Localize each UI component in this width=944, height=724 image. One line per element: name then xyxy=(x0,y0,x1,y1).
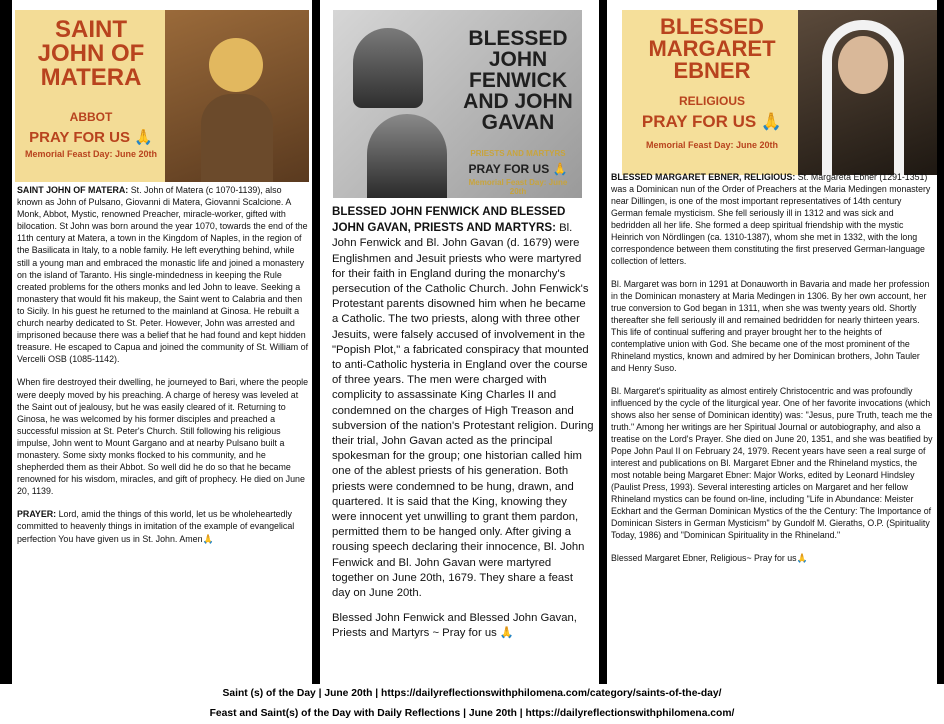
article-heading: SAINT JOHN OF MATERA: xyxy=(17,185,129,195)
column-margaret-ebner xyxy=(607,0,937,684)
banner-title: BLESSED MARGARET EBNER xyxy=(648,14,776,83)
paragraph: Bl. John Fenwick and Bl. John Gavan (d. 1679) were Englishmen and Jesuit priests who were martyred for their faith in England during the monarchy's persecution of the Catholic Church. John Fenwick's Protestant parents disowned him when he became a Catholic. The two priests, along with three other Jesuits, were falsely accused of involvement in the "Popish Plot," a fabricated conspiracy that mounted to anti-Catholic hysteria in England over the course of three years. The men were charged with complicity to assassinate King Charles II and condemned on the charges of High Treason and subversion of the nation's Protestant religion. During their trial, John Gavan acted as the principal spokesman for the group; one historian called him one of the ablest priests of his generation. Both priests were condemned to be hung, drawn, and quartered. It is said that the King, knowing they were innocent yet unwilling to grant them pardon, permitted them to be hanged only. After giving a rousing speech declaring their innocence, Bl. John Fenwick and Bl. John Gavan were martyred together on June 20th, 1679. They share a feast day on June 20th. xyxy=(332,222,594,600)
banner-pray: PRAY FOR US 🙏 xyxy=(29,129,153,146)
footer-line-site-link[interactable]: Feast and Saint(s) of the Day with Daily Reflections | June 20th | https://dailyreflectionswithphilomena.com/ xyxy=(0,704,944,724)
nun-portrait-image xyxy=(798,10,937,175)
banner-pray: PRAY FOR US 🙏 xyxy=(468,162,568,176)
paragraph: Bl. Margaret was born in 1291 at Donauworth in Bavaria and made her profession in the Dominican monastery at Maria Medingen in 1306. By her own account, her true conversion to God began in 1311, when she was twenty years old. Shortly thereafter she fell seriously ill and remained bedridden for nearly thirteen years. This life of continual suffering and prayer brought her to the heights of contemplative union with God. She became one of the most prominent of the Rhineland mystics, known and admired by her Dominican brothers, John Tauler and Henry Suso. xyxy=(611,279,930,373)
article-heading: BLESSED JOHN FENWICK AND BLESSED JOHN GAVAN, PRIESTS AND MARTYRS: xyxy=(332,205,566,235)
column-saint-john-of-matera xyxy=(12,0,312,684)
banner-fenwick-gavan xyxy=(333,10,582,198)
portrait-image xyxy=(367,114,447,198)
banner-saint-john-of-matera xyxy=(15,10,309,182)
prayer-text: Lord, amid the things of this world, let us be wholeheartedly committed to heavenly things in imitation of the example of evangelical perfection You have given us in St. John. Amen🙏 xyxy=(17,509,295,544)
banner-subtitle: ABBOT xyxy=(69,110,113,124)
banner-feast-day: Memorial Feast Day: June 20th xyxy=(24,149,158,159)
paragraph: Bl. Margaret's spirituality as almost entirely Christocentric and was profoundly influenced by the cycle of the liturgical year. One of her favorite invocations (which shows also her sense of Dominican identity) was: "Jesus, pure Truth, teach me the truth." Among her writings are her Spiritual Journal or autobiography, and also a treatise on the Lord's Prayer. She died on June 20, 1351, and she was beatified by Pope John Paul II on February 24, 1979. Recent years have seen a real surge of interest and publications on Bl. Margaret Ebner and the Rhineland mystics, the most notable being Margaret Ebner: Major Works, edited by Leonard Hindsley (Paulist Press, 1993). Several interesting articles on Margaret and her fellow Rhineland mystics can be found on-line, including "Life in Abundance: Meister Eckhart and the German Dominican Mystics of the the Century: The Importance of Dominican Sisters in German Mysticism" by Gundolf M. Gieraths, O.P. (Spirituality Today, 1986) and "Dominican Spirituality in the Rhineland." xyxy=(611,386,933,540)
banner-title: SAINT JOHN OF MATERA xyxy=(37,16,145,91)
closing-prayer: Blessed Margaret Ebner, Religious~ Pray for us🙏 xyxy=(611,553,808,563)
article-text xyxy=(332,204,594,652)
portrait-image xyxy=(353,28,423,108)
saint-icon-image xyxy=(165,10,309,182)
prayer-label: PRAYER: xyxy=(17,509,57,520)
paragraph: St. Margareta Ebner (1291-1351) was a Dominican nun of the Order of Preachers at the Maria Medingen monastery near Dillingen, is one of the most important representatives of 14th century German female mysticism. She fell seriously ill in 1312 and was sick and bedridden all her life. She formed a deep spiritual friendship with the mystic Heinrich von Nördlingen (ca. 1310-1387), whom she met in 1332, with the long correspondence between them constituting the first preserved German-language collection of letters. xyxy=(611,172,931,266)
article-text xyxy=(611,171,935,575)
paragraph: When fire destroyed their dwelling, he journeyed to Bari, where the people were deeply moved by his preaching. A charge of heresy was leveled at the Saint out of jealousy, but he was easily cleared of it. Returning to Ginosa, he was welcomed by his former disciples and preached a successful mission at St. Peter's Church. Still following his religious impulse, John went to Mount Gargano and at nearby Pulsano built a monastery. Some sixty monks flocked to his community, and he shepherded them as their Abbot. So well did he do so that he became renowned for his wisdom, miracles, and gift of prophecy. He died on June 20, 1139. xyxy=(17,377,309,497)
banner-subtitle: PRIESTS AND MARTYRS xyxy=(470,149,566,158)
column-fenwick-gavan xyxy=(320,0,599,684)
paragraph: St. John of Matera (c 1070-1139), also known as John of Pulsano, Giovanni di Matera, Giovanni Scalcione. A Monk, Abbot, Mystic, renowned Preacher, miracle-worker, gifted with bilocation. St John was born around the year 1070, towards the end of the 11th century at Matera, a town in the Kingdom of Naples, in the region of the Basilicata in Italy, to a noble family. He left everything behind, while still a young man and embraced the monastic life and joined a monastery on the island of Taranto. His single-mindedness in keeping the Rule created problems for the others monks and led John to leave. Seeking a monastery that would fit his makeup, the Saint went to Calabria and then to Sicily. In his guest he returned to the mainland at Ginosa. He rebuilt a church nearby dedicated to St. Peter. However, John was arrested and imprisoned because there was a belief that he had found and kept hidden treasure. He escaped to Capua and joined the community of St. William of Vercelli OSB (1085-1142). xyxy=(17,185,309,365)
banner-feast-day: Memorial Feast Day: June 20th xyxy=(468,178,568,196)
footer-line-saints-link[interactable]: Saint (s) of the Day | June 20th | https://dailyreflectionswithphilomena.com/category/saints-of-the-day/ xyxy=(0,684,944,704)
banner-feast-day: Memorial Feast Day: June 20th xyxy=(645,140,779,150)
article-text xyxy=(17,184,309,556)
banner-pray: PRAY FOR US 🙏 xyxy=(641,112,783,131)
banner-title: BLESSED JOHN FENWICK AND JOHN GAVAN xyxy=(463,27,573,134)
banner-subtitle: RELIGIOUS xyxy=(678,94,745,108)
article-heading: BLESSED MARGARET EBNER, RELIGIOUS: xyxy=(611,172,796,182)
banner-margaret-ebner xyxy=(622,10,937,175)
closing-prayer: Blessed John Fenwick and Blessed John Gavan, Priests and Martyrs ~ Pray for us 🙏 xyxy=(332,612,577,640)
